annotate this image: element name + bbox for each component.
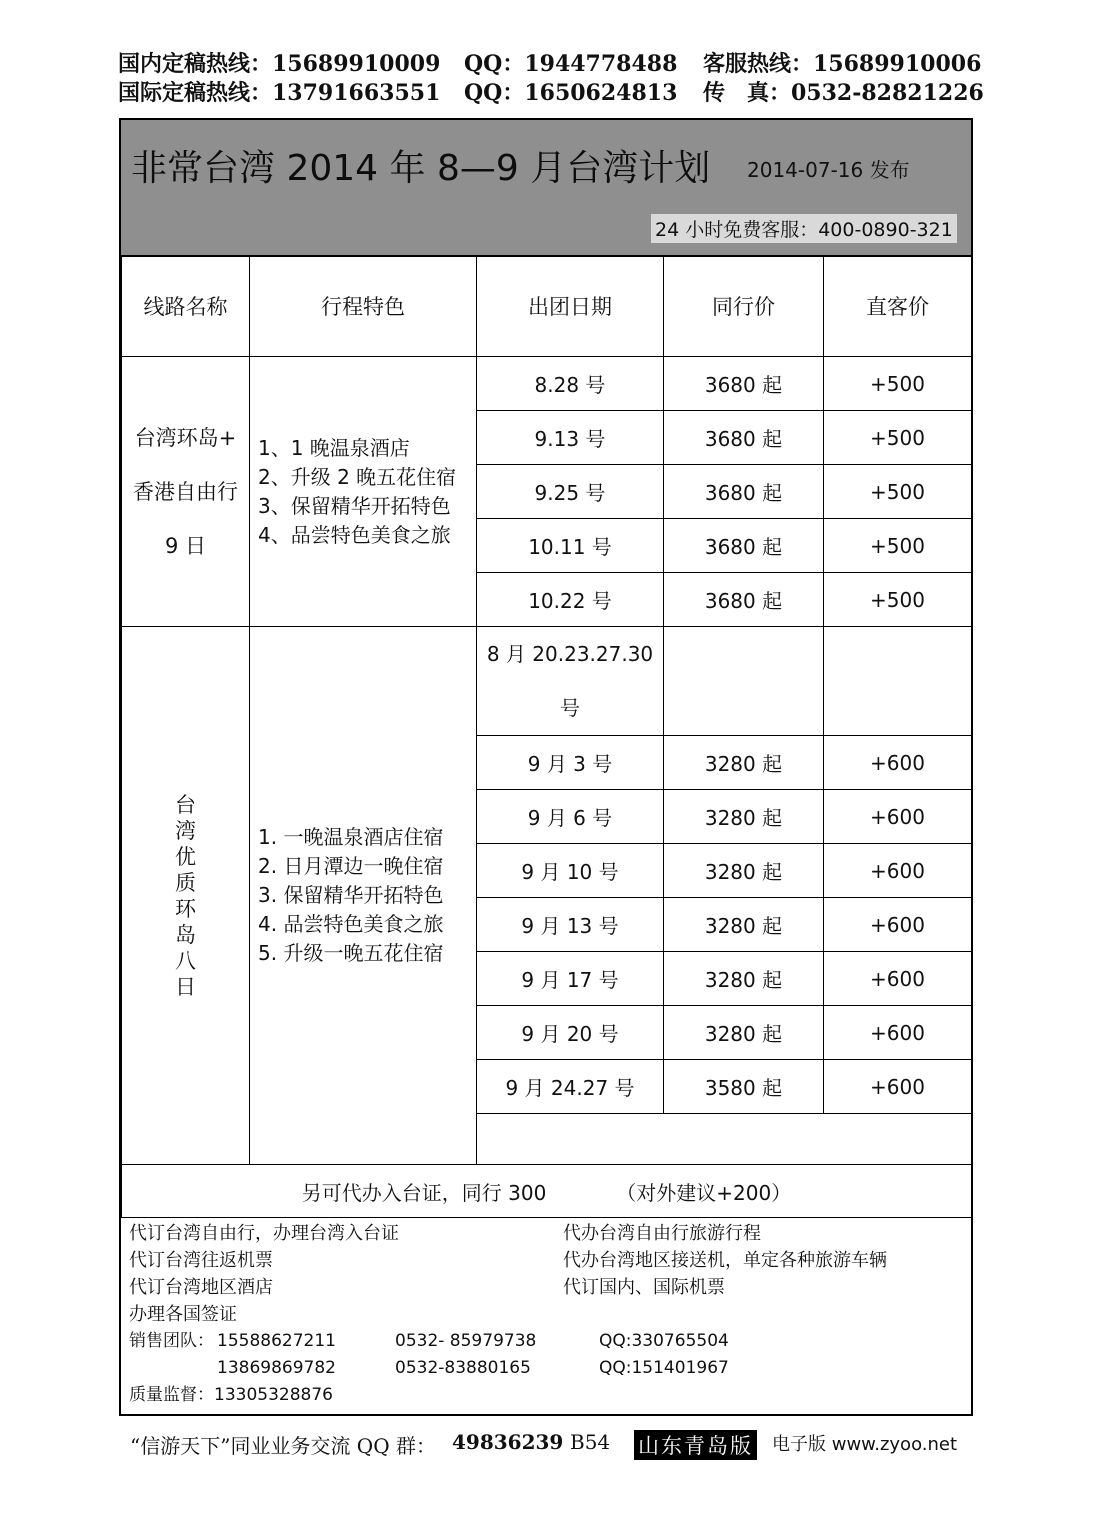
sales-qq: QQ:151401967 xyxy=(599,1358,729,1378)
hotline-row-international xyxy=(118,79,984,108)
col-trade-price: 同行价 xyxy=(664,256,824,357)
feature-item: 2、升级 2 晚五花住宿 xyxy=(258,464,457,489)
direct-price: +600 xyxy=(824,898,972,952)
service-hotline-badge: 24 小时免费客服：400-0890-321 xyxy=(651,214,957,243)
service-row xyxy=(121,1247,971,1274)
direct-price: +500 xyxy=(824,357,972,411)
service-item: 代订台湾自由行，办理台湾入台证 xyxy=(129,1223,399,1244)
direct-price: +600 xyxy=(824,844,972,898)
col-features: 行程特色 xyxy=(250,256,477,357)
date-line: 号 xyxy=(560,696,580,720)
international-qq: QQ：1650624813 xyxy=(464,80,678,106)
sales-phone: 0532- 85979738 xyxy=(395,1331,537,1351)
direct-price: +600 xyxy=(824,790,972,844)
feature-item: 4、品尝特色美食之旅 xyxy=(258,522,451,547)
col-route-name: 线路名称 xyxy=(122,256,250,357)
service-row xyxy=(121,1301,971,1328)
title-band xyxy=(121,120,971,257)
trade-price: 3280 起 xyxy=(664,844,824,898)
departure-date: 8.28 号 xyxy=(477,357,664,411)
trade-price: 3680 起 xyxy=(664,411,824,465)
trade-price: 3280 起 xyxy=(664,790,824,844)
departure-date: 9 月 17 号 xyxy=(477,952,664,1006)
direct-price: +500 xyxy=(824,465,972,519)
service-item: 代订台湾往返机票 xyxy=(129,1250,273,1271)
trade-price: 3680 起 xyxy=(664,465,824,519)
table-row xyxy=(122,357,972,411)
feature-item: 5. 升级一晚五花住宿 xyxy=(258,941,444,965)
publish-date: 2014-07-16 发布 xyxy=(747,158,910,182)
fax-number: 传 真：0532-82821226 xyxy=(703,80,984,106)
sales-mobile: 15588627211 xyxy=(217,1331,336,1351)
route2-name xyxy=(122,627,250,1165)
visa-note-row xyxy=(122,1165,972,1218)
domestic-qq: QQ：1944778488 xyxy=(464,51,678,77)
trade-price xyxy=(664,627,824,736)
direct-price: +600 xyxy=(824,736,972,790)
departure-date: 9 月 24.27 号 xyxy=(477,1060,664,1114)
direct-price xyxy=(824,627,972,736)
footer-group-label: “信游天下”同业业务交流 QQ 群： xyxy=(130,1434,436,1458)
service-row xyxy=(121,1220,971,1247)
domestic-hotline: 国内定稿热线：15689910009 xyxy=(118,51,441,77)
footer-website: 电子版 www.zyoo.net xyxy=(772,1434,958,1455)
service-item: 办理各国签证 xyxy=(129,1304,237,1325)
route2-name-vertical: 台湾优质环岛八日 xyxy=(175,792,196,999)
service-item: 代办台湾地区接送机，单定各种旅游车辆 xyxy=(563,1250,887,1271)
visa-note: 另可代办入台证，同行 300 （对外建议+200） xyxy=(122,1165,972,1218)
sales-label: 销售团队： xyxy=(129,1331,214,1351)
trade-price: 3280 起 xyxy=(664,736,824,790)
feature-item: 4. 品尝特色美食之旅 xyxy=(258,912,444,936)
sales-phone: 0532-83880165 xyxy=(395,1358,531,1378)
service-row xyxy=(121,1274,971,1301)
departure-date: 9.13 号 xyxy=(477,411,664,465)
sales-row xyxy=(121,1355,971,1382)
departure-date: 9.25 号 xyxy=(477,465,664,519)
schedule-table xyxy=(121,255,972,1218)
international-hotline: 国际定稿热线：13791663551 xyxy=(118,80,441,106)
trade-price: 3280 起 xyxy=(664,1006,824,1060)
service-item: 代订国内、国际机票 xyxy=(563,1277,725,1298)
col-direct-price: 直客价 xyxy=(824,256,972,357)
service-item: 代办台湾自由行旅游行程 xyxy=(563,1223,761,1244)
feature-item: 3、保留精华开拓特色 xyxy=(258,493,451,518)
hotline-header xyxy=(118,50,984,108)
route1-name-line: 香港自由行 xyxy=(133,479,238,504)
hotline-row-domestic xyxy=(118,50,982,79)
departure-date xyxy=(477,627,664,736)
trade-price: 3580 起 xyxy=(664,1060,824,1114)
sales-row xyxy=(121,1328,971,1355)
departure-date: 10.11 号 xyxy=(477,519,664,573)
feature-item: 1. 一晚温泉酒店住宿 xyxy=(258,825,444,849)
route2-features xyxy=(250,627,477,1165)
route1-features xyxy=(250,357,477,627)
departure-date: 9 月 10 号 xyxy=(477,844,664,898)
direct-price: +600 xyxy=(824,1060,972,1114)
route1-name xyxy=(122,357,250,627)
quality-supervision: 质量监督：13305328876 xyxy=(129,1385,333,1405)
table-header-row xyxy=(122,256,972,357)
page-title: 非常台湾 2014 年 8—9 月台湾计划 xyxy=(131,148,711,189)
trade-price: 3280 起 xyxy=(664,898,824,952)
trade-price: 3280 起 xyxy=(664,952,824,1006)
service-item: 代订台湾地区酒店 xyxy=(129,1277,273,1298)
sales-mobile: 13869869782 xyxy=(217,1358,336,1378)
departure-date: 10.22 号 xyxy=(477,573,664,627)
route1-name-line: 台湾环岛+ xyxy=(134,425,237,450)
trade-price: 3680 起 xyxy=(664,519,824,573)
direct-price: +600 xyxy=(824,1006,972,1060)
trade-price: 3680 起 xyxy=(664,357,824,411)
route1-name-line: 9 日 xyxy=(164,533,207,558)
feature-item: 2. 日月潭边一晚住宿 xyxy=(258,854,444,878)
feature-item: 3. 保留精华开拓特色 xyxy=(258,883,444,907)
page-footer xyxy=(130,1430,980,1460)
departure-date: 9 月 6 号 xyxy=(477,790,664,844)
quality-row xyxy=(121,1382,971,1409)
services-block xyxy=(121,1220,971,1409)
table-row xyxy=(122,627,972,736)
blank-cell xyxy=(477,1114,972,1165)
footer-page-code: B54 xyxy=(570,1430,611,1454)
trade-price: 3680 起 xyxy=(664,573,824,627)
col-departure-date: 出团日期 xyxy=(477,256,664,357)
direct-price: +600 xyxy=(824,952,972,1006)
date-line: 8 月 20.23.27.30 xyxy=(486,642,654,666)
departure-date: 9 月 3 号 xyxy=(477,736,664,790)
departure-date: 9 月 13 号 xyxy=(477,898,664,952)
customer-service-hotline: 客服热线：15689910006 xyxy=(703,51,982,77)
direct-price: +500 xyxy=(824,519,972,573)
footer-edition-badge: 山东青岛版 xyxy=(634,1430,757,1460)
plan-frame xyxy=(119,118,973,1416)
departure-date: 9 月 20 号 xyxy=(477,1006,664,1060)
feature-item: 1、1 晚温泉酒店 xyxy=(258,435,410,460)
footer-group-number: 49836239 xyxy=(452,1430,564,1454)
direct-price: +500 xyxy=(824,573,972,627)
sales-qq: QQ:330765504 xyxy=(599,1331,729,1351)
direct-price: +500 xyxy=(824,411,972,465)
